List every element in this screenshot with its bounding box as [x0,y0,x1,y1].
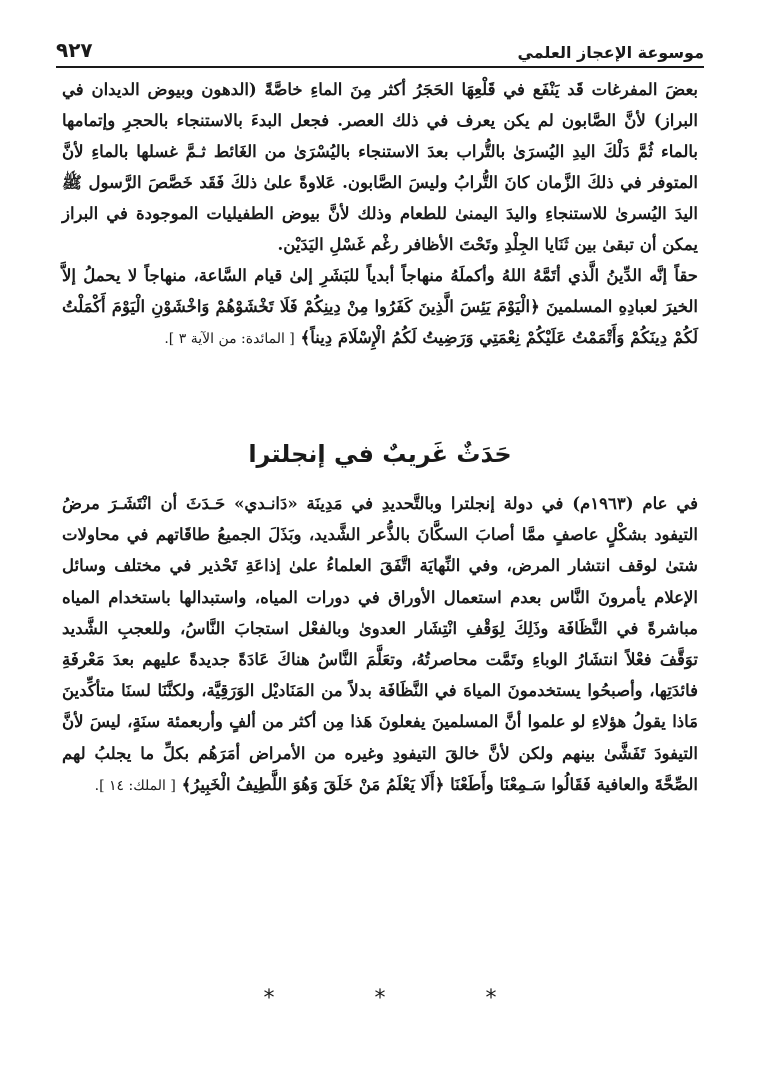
section-heading: حَدَثٌ غَريبٌ في إنجلترا [248,440,512,468]
verse-reference: [ الملك: ١٤ ]. [94,777,176,794]
page-number: ٩٢٧ [56,38,93,62]
section-1-body [62,74,698,355]
paragraph: بعضَ المفرغات قَد يَنْفَع في قَلْعِهَا الحَجَرُ أكثر مِنَ الماءِ خاصَّةً (الدهون وبيوض الديدان في البراز) لأنَّ الصَّابون لم يكن يعرف في ذلك العصر. فجعل البدءَ بالاستنجاء بالحجرِ وإتمامها بالماء ثُمَّ دَلْكَ اليدِ اليُسرَىٰ بالتُّراب بعدَ الاستنجاء باليُسْرَىٰ من الغَائط ثـمَّ غسلها بالماءِ لأنَّ المتوفر في ذلكَ الزَّمان كانَ التُّرابُ وليسَ الصَّابون. عَلاوةً علىٰ ذلكَ فَقَد خَصَّصَ الرَّسول ﷺ اليدَ اليُسرىٰ للاستنجاءِ واليدَ اليمنىٰ للطعام وذلك لأنَّ بيوض الطفيليات الموجودة في البراز يمكن أن تبقىٰ بين ثَنَايا الجِلْدِ وتَحْتَ الأظافر رغْم غَسْلِ اليَدَيْن. [62,80,698,254]
section-2-body [62,488,698,802]
verse-reference: [ المائدة: من الآية ٣ ]. [164,331,295,347]
paragraph-text: حقاً إنَّه الدِّينُ الَّذي أتَمَّهُ اللهُ وأكملَهُ منهاجاً أبدياً للبَشَرِ إلىٰ قيام السَّاعة، منهاجاً لا يحملُ إلاَّ الخيرَ لعبادِهِ المسلمينَ ﴿الْيَوْمَ يَئِسَ الَّذِينَ كَفَرُوا مِنْ دِينِكُمْ فَلَا تَخْشَوْهُمْ وَاخْشَوْنِ الْيَوْمَ أَكْمَلْتُ لَكُمْ دِينَكُمْ وَأَتْمَمْتُ عَلَيْكُمْ نِعْمَتِي وَرَضِيتُ لَكُمُ الْإِسْلَامَ دِيناً﴾ [62,266,698,347]
asterisk-ornament: * [374,986,386,1011]
paragraph-text: في عام (١٩٦٣م) في دولة إنجلترا وبالتَّحديدِ في مَدِينَة «دَانـدي» حَـدَثَ أن انْتَشَـرَ مرضُ التيفود بشكْلٍ عاصفٍ ممَّا أصابَ السكَّانَ بالذُّعر الشَّديد، وبَذَلَ الجميعُ طاقَاتهم في محاولات شتىٰ لوقف انتشار المرض، وفي النِّهايَة اتَّفَقَ العلماءُ علىٰ إذاعَةِ تَحْذير في مختلف وسائل الإعلام يأمرونَ النَّاس بعدم استعمال الأوراق في دورات المياه، واستبدالها باستخدام المياه مباشرةً في النَّظَافَة وذَلِكَ لِوَقْفِ انْتِشَار العدوىٰ وبالفعْل استجابَ النَّاسُ، وللعجبِ الشَّديد توَقَّفَ فعْلاً انتشَارُ الوباءِ وتَمَّت محاصرتُهُ، وتعَلَّمَ النَّاسُ هناكَ عَادَةً جديدةً عليهم بعدَ مَعْرفَةِ فائدَتِها، وأصبحُوا يستخدمونَ المياهَ في النَّظَافَة بدلاً من المَنَاديْل الوَرَقِيَّة، ولكنَّنَا لسنَا متأكِّدينَ مَاذا يقولُ هؤلاءِ لو علموا أنَّ المسلمينَ يفعلونَ هَذا مِن أكثر من ألفٍ وأربعمئة سنَةٍ، ليسَ لأنَّ التيفودَ تَفَشَّىٰ بينهم ولكن لأنَّ خالقَ التيفودِ وغيره من الأمراض أمَرَهُم بكلِّ ما يجلبُ لهم الصِّحَّةَ والعافية فَقَالُوا سَـمِعْنَا وأَطَعْنَا ﴿أَلَا يَعْلَمُ مَنْ خَلَقَ وَهُوَ اللَّطِيفُ الْخَبِيرُ﴾ [62,494,699,794]
asterisk-ornament: * [485,986,497,1011]
running-head [56,36,704,62]
running-title: موسوعة الإعجاز العلمي [517,43,704,62]
paragraph-with-quran-quote [62,260,698,355]
asterisk-ornament: * [263,986,275,1011]
header-rule [56,66,704,68]
section-end-ornaments [0,986,760,1011]
paragraph-with-quran-quote [62,488,698,802]
